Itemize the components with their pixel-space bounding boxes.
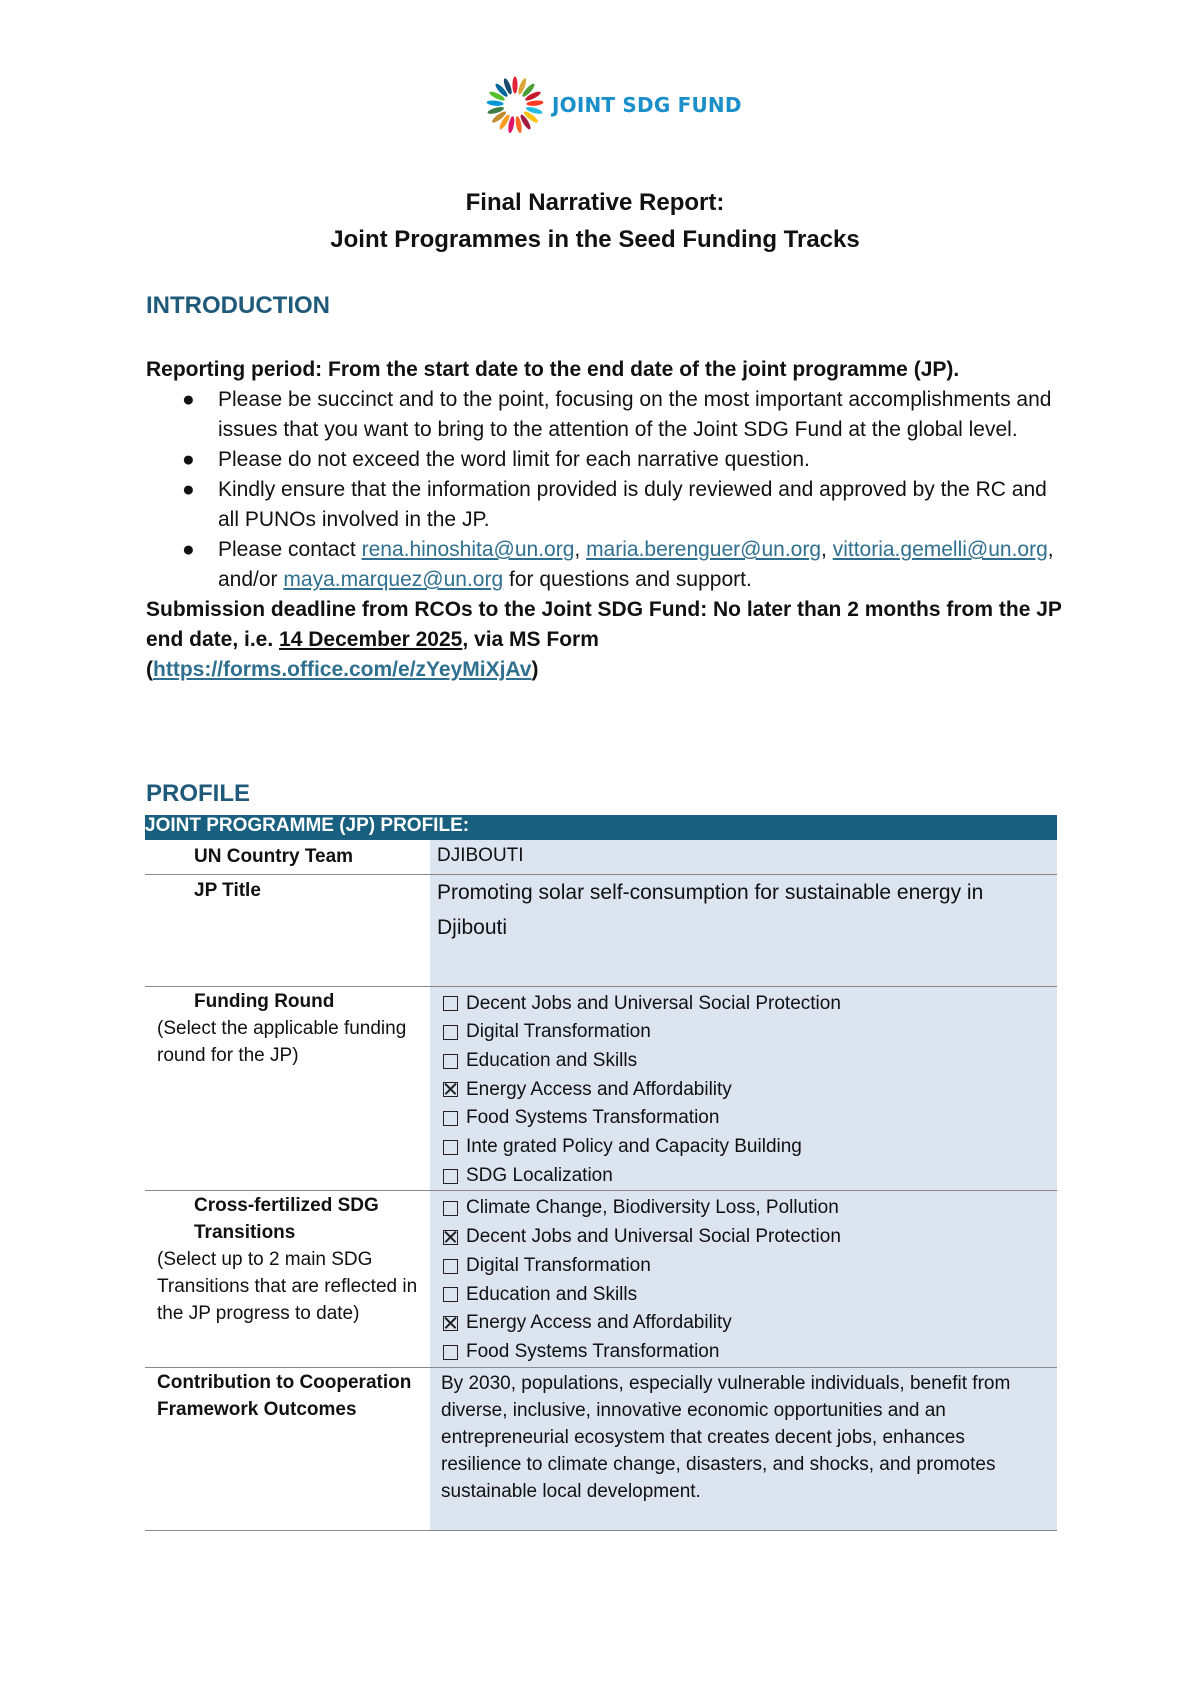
checkbox-unchecked-icon[interactable] (443, 1111, 458, 1126)
list-item: ● Please be succinct and to the point, focusing on the most important accomplishments and issues that you want to bring to the attention of the Joint SDG Fund at the global level. (182, 388, 1052, 441)
checkbox-option[interactable]: Food Systems Transformation (443, 1338, 1057, 1367)
funding-round-sublabel: (Select the applicable funding round for the JP) (157, 1017, 407, 1066)
list-item: ● Please do not exceed the word limit for each narrative question. (182, 448, 810, 471)
checkbox-unchecked-icon[interactable] (443, 1140, 458, 1155)
title-line-2: Joint Programmes in the Seed Funding Tracks (330, 226, 860, 253)
checkbox-checked-icon[interactable] (443, 1230, 458, 1245)
cross-fertilized-label: Cross-fertilized SDG Transitions (194, 1195, 379, 1244)
reporting-period: Reporting period: From the start date to the end date of the joint programme (JP). (146, 358, 960, 381)
un-country-team-label: UN Country Team (194, 846, 354, 867)
contribution-label: Contribution to Cooperation Framework Outcomes (157, 1371, 412, 1420)
checkbox-option[interactable]: Decent Jobs and Universal Social Protection (443, 990, 1057, 1019)
document-title (0, 184, 1190, 258)
checkbox-option[interactable]: Education and Skills (443, 1281, 1057, 1310)
checkbox-option[interactable]: Digital Transformation (443, 1252, 1057, 1281)
introduction-heading: INTRODUCTION (146, 292, 330, 319)
email-link-vittoria[interactable]: vittoria.gemelli@un.org (832, 538, 1048, 561)
checkbox-unchecked-icon[interactable] (443, 1201, 458, 1216)
instruction-list (146, 385, 1066, 595)
checkbox-option[interactable]: Education and Skills (443, 1047, 1057, 1076)
table-row (145, 1367, 1057, 1530)
table-row (145, 986, 1057, 1191)
checkbox-unchecked-icon[interactable] (443, 1025, 458, 1040)
sdg-wheel-icon (484, 74, 546, 136)
table-row (145, 874, 1057, 986)
logo-text: JOINT SDG FUND (552, 93, 742, 117)
deadline-date: 14 December 2025 (279, 628, 463, 651)
checkbox-option[interactable]: Digital Transformation (443, 1018, 1057, 1047)
un-country-team-value: DJIBOUTI (437, 845, 524, 866)
checkbox-unchecked-icon[interactable] (443, 1345, 458, 1360)
jp-title-value: Promoting solar self-consumption for sustainable energy in Djibouti (437, 880, 984, 939)
submission-deadline: Submission deadline from RCOs to the Joint SDG Fund: No later than 2 months from the JP end date, i.e. 14 December 2025, via MS Form (https://forms.office.com/e/zYeyMiXjAv) (146, 598, 1062, 681)
introduction-body (146, 355, 1066, 685)
email-link-maya[interactable]: maya.marquez@un.org (283, 568, 504, 591)
list-item-contact: ● Please contact rena.hinoshita@un.org, maria.berenguer@un.org, vittoria.gemelli@un.org, and/or maya.marquez@un.org for questions and support. (182, 538, 1054, 591)
list-item: ● Kindly ensure that the information provided is duly reviewed and approved by the RC and all PUNOs involved in the JP. (182, 478, 1047, 531)
checkbox-unchecked-icon[interactable] (443, 1054, 458, 1069)
checkbox-checked-icon[interactable] (443, 1316, 458, 1331)
checkbox-option[interactable]: Energy Access and Affordability (443, 1309, 1057, 1338)
checkbox-checked-icon[interactable] (443, 1082, 458, 1097)
title-line-1: Final Narrative Report: (465, 189, 725, 216)
funding-round-label: Funding Round (194, 990, 335, 1012)
cross-fertilized-sublabel: (Select up to 2 main SDG Transitions that are reflected in the JP progress to date) (157, 1249, 418, 1325)
checkbox-unchecked-icon[interactable] (443, 1287, 458, 1302)
checkbox-option[interactable]: Food Systems Transformation (443, 1104, 1057, 1133)
checkbox-unchecked-icon[interactable] (443, 996, 458, 1011)
table-row (145, 1191, 1057, 1367)
funding-round-options (430, 987, 1057, 1191)
jp-title-label: JP Title (194, 879, 261, 901)
email-link-rena[interactable]: rena.hinoshita@un.org (361, 538, 575, 561)
table-header-row (145, 815, 1057, 840)
checkbox-unchecked-icon[interactable] (443, 1259, 458, 1274)
cross-fertilized-options (430, 1191, 1057, 1366)
email-link-maria[interactable]: maria.berenguer@un.org (586, 538, 822, 561)
ms-form-link[interactable]: https://forms.office.com/e/zYeyMiXjAv (153, 658, 532, 681)
profile-heading: PROFILE (146, 780, 251, 807)
jp-profile-table (145, 815, 1057, 1531)
contribution-value: By 2030, populations, especially vulnerable individuals, benefit from diverse, inclusive, innovative economic opportunities and an entrepreneurial ecosystem that creates decent jobs, enhances resilience to climate change, disasters, and shocks, and promotes sustainable local development. (441, 1372, 1011, 1502)
table-row (145, 840, 1057, 874)
checkbox-option[interactable]: Decent Jobs and Universal Social Protection (443, 1223, 1057, 1252)
checkbox-option[interactable]: Energy Access and Affordability (443, 1076, 1057, 1105)
table-header: JOINT PROGRAMME (JP) PROFILE: (145, 815, 1057, 840)
checkbox-option[interactable]: Inte grated Policy and Capacity Building (443, 1133, 1057, 1162)
checkbox-option[interactable]: Climate Change, Biodiversity Loss, Pollution (443, 1194, 1057, 1223)
checkbox-option[interactable]: SDG Localization (443, 1162, 1057, 1191)
checkbox-unchecked-icon[interactable] (443, 1169, 458, 1184)
joint-sdg-fund-logo (484, 74, 742, 136)
